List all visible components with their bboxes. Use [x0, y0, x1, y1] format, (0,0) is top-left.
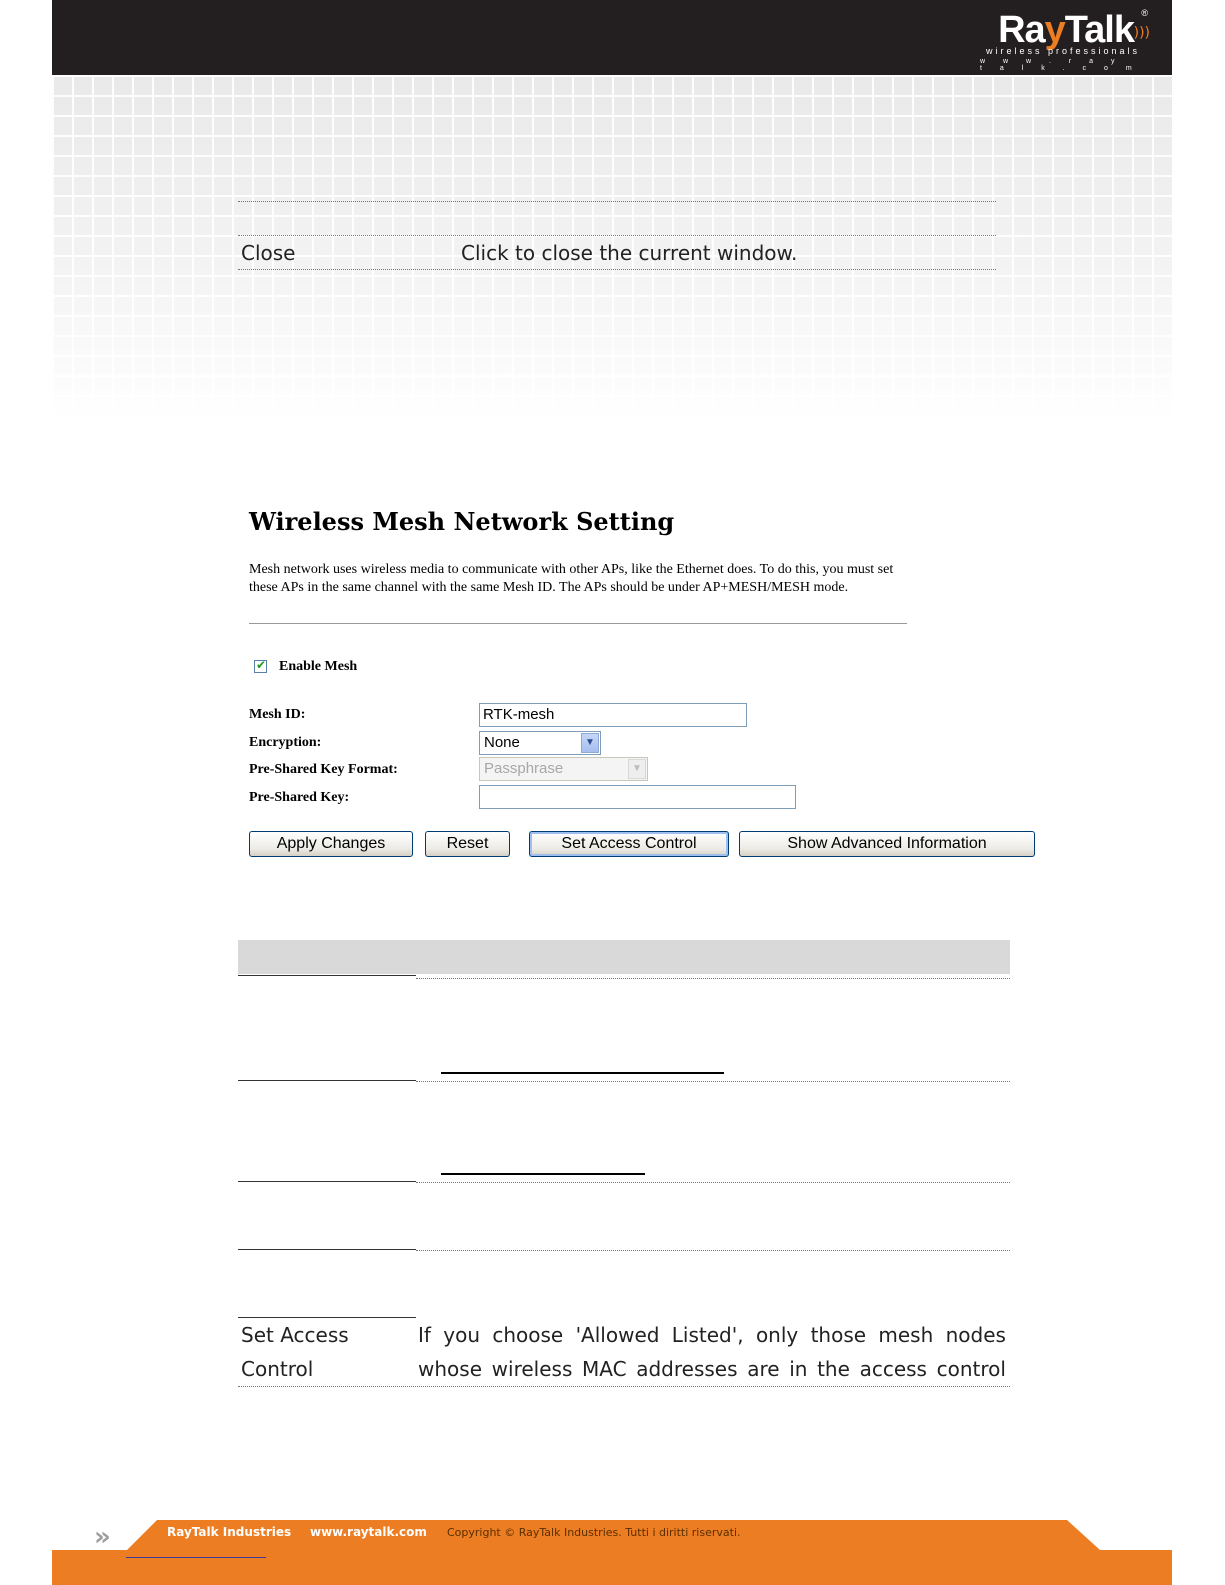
mesh-divider	[249, 623, 907, 624]
description-word: control	[936, 1357, 1006, 1381]
mesh-settings-screenshot	[240, 495, 1050, 875]
psk-format-value: Passphrase	[484, 760, 564, 777]
psk-input[interactable]	[479, 785, 796, 809]
set-access-term-line2: Control	[241, 1357, 314, 1381]
description-word: mesh	[878, 1323, 934, 1347]
description-word: MAC	[582, 1357, 627, 1381]
psk-format-label: Pre-Shared Key Format:	[249, 762, 398, 777]
psk-format-select	[479, 757, 648, 781]
table-divider	[238, 1181, 416, 1182]
set-access-description-line1	[418, 1318, 1006, 1352]
set-access-term	[241, 1318, 349, 1386]
set-access-description	[418, 1318, 1006, 1386]
table-divider	[238, 1080, 416, 1081]
description-word: choose	[492, 1323, 564, 1347]
footer-company: RayTalk Industries	[167, 1525, 292, 1539]
chevron-right-icon: »	[94, 1522, 105, 1552]
chevron-down-icon: ▼	[628, 759, 646, 779]
enable-mesh-label: Enable Mesh	[279, 659, 358, 674]
table-divider	[238, 975, 416, 976]
table-divider	[238, 1386, 1010, 1387]
set-access-control-button[interactable]: Set Access Control	[529, 831, 729, 857]
enable-mesh-checkbox[interactable]	[254, 660, 267, 673]
description-word: If	[418, 1323, 431, 1347]
description-word: nodes	[945, 1323, 1006, 1347]
description-word: only	[755, 1323, 799, 1347]
psk-label: Pre-Shared Key:	[249, 790, 350, 805]
checkmark-icon: ✔	[256, 658, 267, 672]
page-header	[52, 0, 1172, 75]
table-divider	[416, 978, 1010, 979]
encryption-value: None	[484, 734, 520, 751]
description-word: in	[789, 1357, 808, 1381]
mesh-id-input[interactable]: RTK-mesh	[479, 703, 747, 727]
show-advanced-information-button[interactable]: Show Advanced Information	[739, 831, 1035, 857]
description-word: the	[817, 1357, 850, 1381]
mesh-description: Mesh network uses wireless media to communicate with other APs, like the Ethernet does. To do this, you must set these APs in the same channel with the same Mesh ID. The APs should be under AP+MESH/MESH mode.	[249, 562, 894, 595]
description-word: you	[443, 1323, 481, 1347]
table-divider	[238, 1249, 416, 1250]
mesh-title: Wireless Mesh Network Setting	[249, 507, 675, 536]
apply-changes-button[interactable]: Apply Changes	[249, 831, 413, 857]
footer-copyright: Copyright © RayTalk Industries. Tutti i diritti riservati.	[447, 1526, 741, 1539]
table-header	[238, 940, 1010, 974]
link-underline	[441, 1072, 724, 1074]
wireless-waves-icon: )))	[1133, 25, 1150, 41]
footer-website[interactable]: www.raytalk.com	[310, 1525, 427, 1539]
set-access-term-line1: Set Access	[241, 1323, 349, 1347]
set-access-description-line2	[418, 1352, 1006, 1386]
table-divider	[416, 1250, 1010, 1251]
close-description: Click to close the current window.	[461, 241, 798, 265]
description-word: 'Allowed	[575, 1323, 660, 1347]
page-footer	[52, 1520, 1172, 1585]
encryption-select[interactable]	[479, 731, 601, 755]
description-word: addresses	[636, 1357, 738, 1381]
table-divider	[416, 1081, 1010, 1082]
description-word: those	[810, 1323, 867, 1347]
description-word: wireless	[491, 1357, 573, 1381]
description-word: are	[747, 1357, 780, 1381]
logo-text-part1: Ra	[998, 9, 1045, 51]
table-divider	[416, 1182, 1010, 1183]
link-underline	[441, 1173, 645, 1175]
description-word: access	[859, 1357, 927, 1381]
description-word: Listed',	[671, 1323, 744, 1347]
close-term: Close	[241, 241, 296, 265]
description-word: whose	[418, 1357, 482, 1381]
logo-url: w w w . r a y t a l k . c o m	[980, 58, 1140, 72]
registered-mark: ®	[1141, 8, 1148, 18]
chevron-down-icon[interactable]: ▼	[581, 733, 599, 753]
logo-tagline: wireless professionals	[985, 46, 1140, 56]
footer-link-underline	[126, 1557, 266, 1558]
logo-text-y: y	[1044, 9, 1065, 51]
mesh-id-label: Mesh ID:	[249, 707, 306, 722]
logo-text-part2: Talk	[1064, 9, 1134, 51]
table-divider	[238, 201, 996, 202]
table-divider	[238, 269, 996, 270]
raytalk-logo	[980, 8, 1150, 72]
encryption-label: Encryption:	[249, 735, 322, 750]
reset-button[interactable]: Reset	[425, 831, 510, 857]
